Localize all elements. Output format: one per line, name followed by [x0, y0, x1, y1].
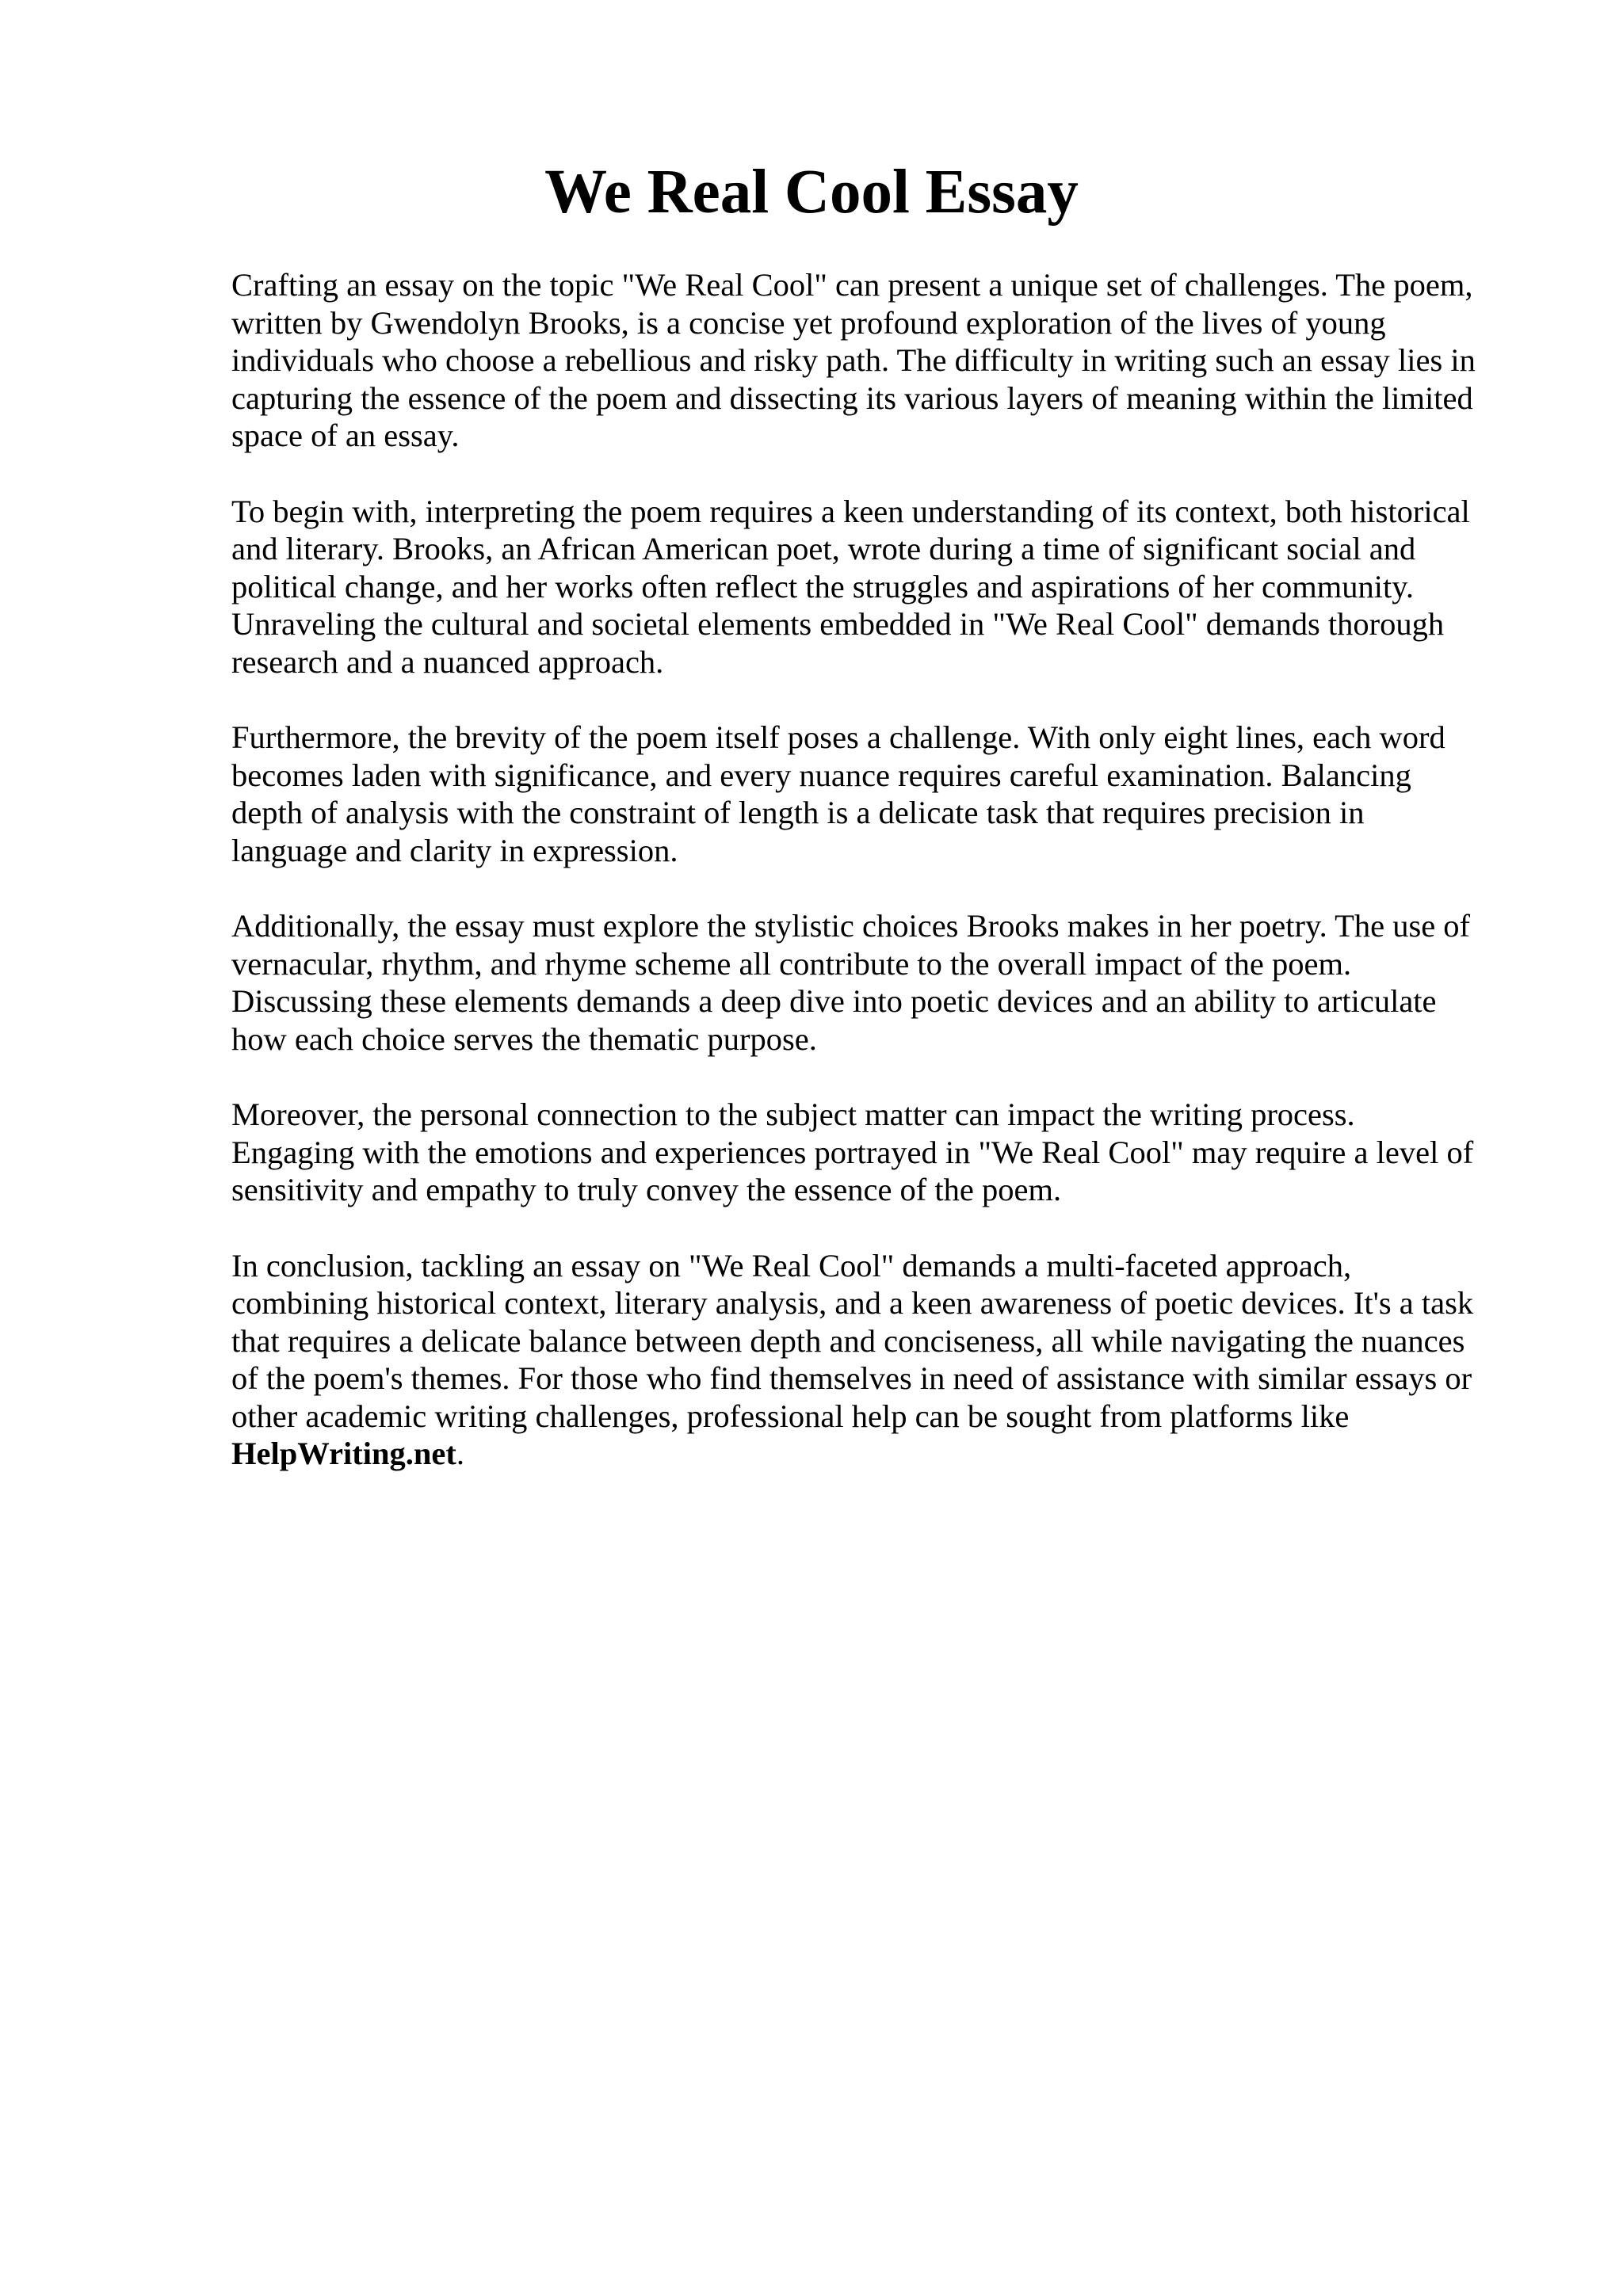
paragraph-line: depth of analysis with the constraint of length is a delicate task that requires precision in [231, 795, 1365, 830]
paragraph-line: and literary. Brooks, an African American poet, wrote during a time of significant social and [231, 531, 1416, 566]
paragraph-line: Unraveling the cultural and societal elements embedded in "We Real Cool" demands thorough [231, 606, 1445, 642]
paragraph-line: space of an essay. [231, 418, 460, 453]
paragraph-line-brand [231, 1435, 1515, 1473]
paragraph-line: other academic writing challenges, professional help can be sought from platforms like [231, 1398, 1350, 1434]
paragraph-line: capturing the essence of the poem and dissecting its various layers of meaning within the limited [231, 379, 1473, 416]
paragraph-line: becomes laden with significance, and every nuance requires careful examination. Balancing [231, 757, 1411, 793]
brand-suffix: . [456, 1436, 465, 1471]
paragraph-line: written by Gwendolyn Brooks, is a concise yet profound exploration of the lives of young [231, 304, 1386, 341]
paragraph-line: Furthermore, the brevity of the poem itself poses a challenge. With only eight lines, each word [231, 719, 1445, 755]
paragraph-line: In conclusion, tackling an essay on "We Real Cool" demands a multi-faceted approach, [231, 1247, 1352, 1283]
paragraph-line: combining historical context, literary analysis, and a keen awareness of poetic devices. It's a task [231, 1285, 1474, 1321]
paragraph-line: individuals who choose a rebellious and risky path. The difficulty in writing such an essay lies in [231, 342, 1476, 378]
paragraph-personal [231, 1096, 1515, 1209]
paragraph-line: Moreover, the personal connection to the subject matter can impact the writing process. [231, 1097, 1355, 1132]
paragraph-line: how each choice serves the thematic purpose. [231, 1020, 817, 1057]
document-body [231, 266, 1515, 1511]
paragraph-line: vernacular, rhythm, and rhyme scheme all contribute to the overall impact of the poem. [231, 945, 1352, 982]
paragraph-brevity [231, 719, 1515, 869]
paragraph-line: that requires a delicate balance between depth and conciseness, all while navigating the nuances [231, 1322, 1465, 1359]
paragraph-line: To begin with, interpreting the poem requires a keen understanding of its context, both historical [231, 493, 1470, 529]
paragraph-line: political change, and her works often reflect the struggles and aspirations of her community. [231, 568, 1415, 605]
paragraph-conclusion [231, 1247, 1515, 1473]
paragraph-line: language and clarity in expression. [231, 832, 678, 868]
paragraph-line: Discussing these elements demands a deep dive into poetic devices and an ability to articulate [231, 983, 1437, 1019]
paragraph-line: research and a nuanced approach. [231, 643, 664, 680]
paragraph-line: of the poem's themes. For those who find themselves in need of assistance with similar essays or [231, 1360, 1472, 1396]
paragraph-context [231, 493, 1515, 681]
paragraph-line: sensitivity and empathy to truly convey the essence of the poem. [231, 1172, 1062, 1207]
brand-link[interactable]: HelpWriting.net [231, 1436, 456, 1471]
paragraph-line: Additionally, the essay must explore the stylistic choices Brooks makes in her poetry. The use of [231, 908, 1471, 944]
paragraph-intro [231, 266, 1515, 455]
paragraph-line: Engaging with the emotions and experiences portrayed in "We Real Cool" may require a level of [231, 1134, 1474, 1170]
paragraph-style [231, 907, 1515, 1058]
document-title: We Real Cool Essay [544, 158, 1079, 227]
paragraph-line: Crafting an essay on the topic "We Real Cool" can present a unique set of challenges. The poem, [231, 267, 1473, 303]
